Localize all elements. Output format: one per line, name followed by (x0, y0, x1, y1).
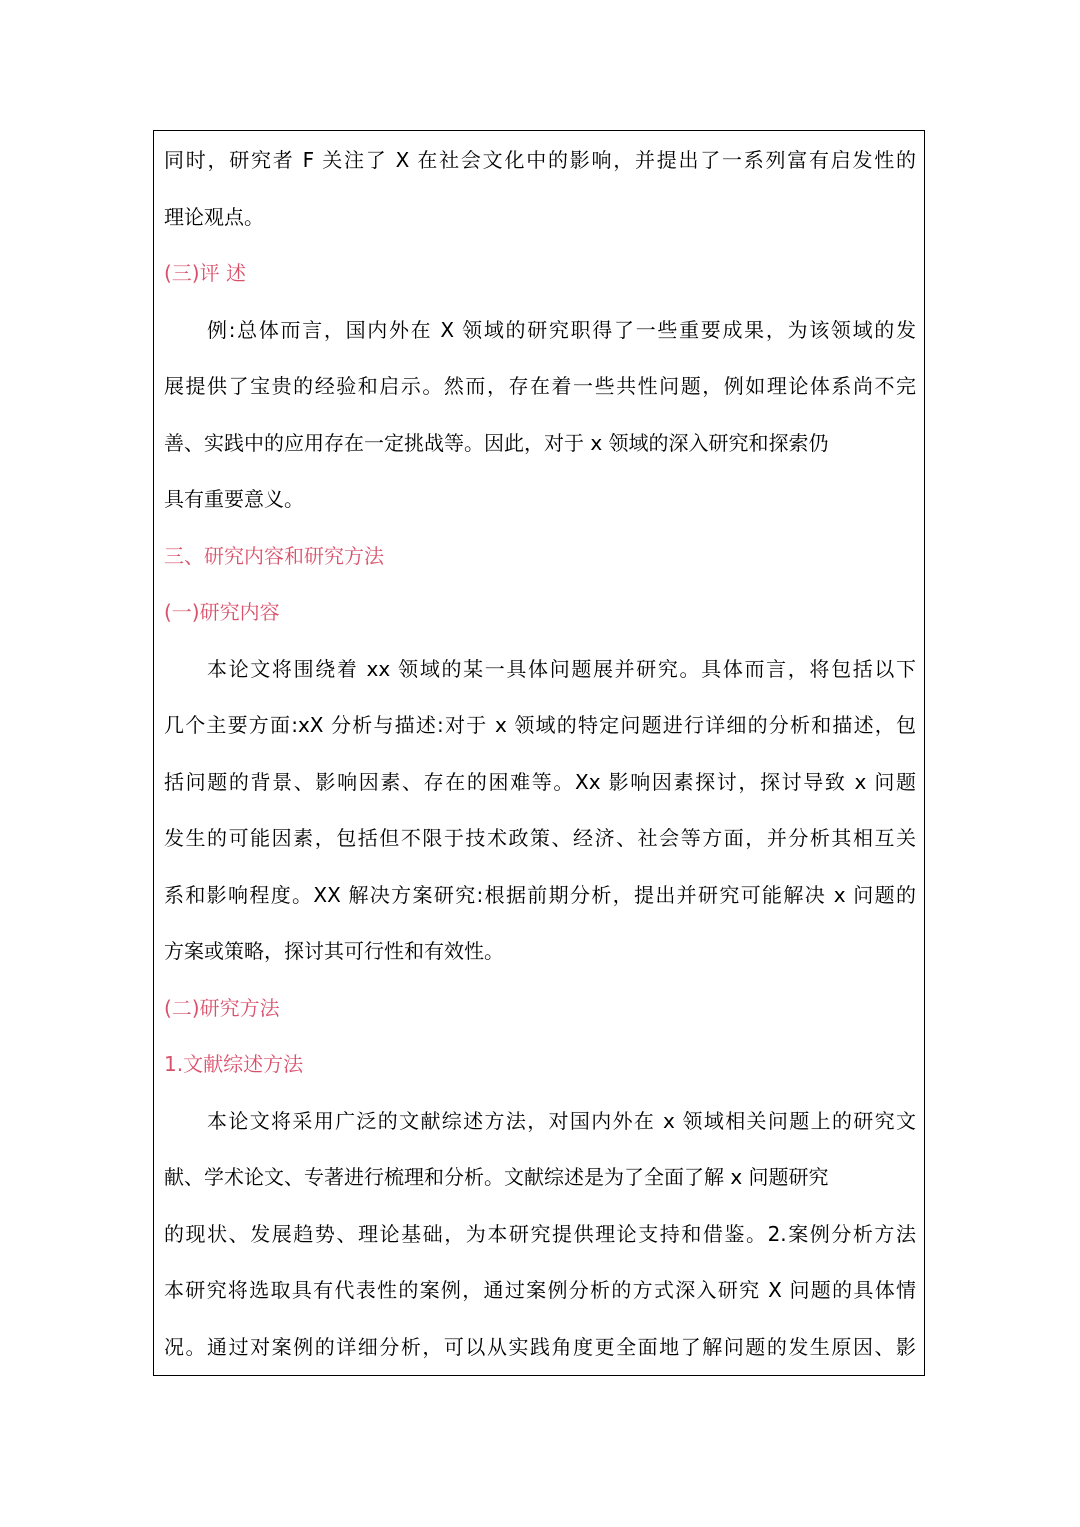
section-heading-content-methods: 三、研究内容和研究方法 (164, 544, 384, 568)
paragraph-line: 同时，研究者 F 关注了 X 在社会文化中的影响，并提出了一系列富有启发性的 (164, 148, 916, 172)
paragraph-line: 具有重要意义。 (164, 487, 304, 511)
paragraph-line: 例:总体而言，国内外在 X 领域的研究职得了一些重要成果，为该领域的发 (207, 318, 916, 342)
paragraph-line: 的现状、发展趋势、理论基础，为本研究提供理论支持和借鉴。2.案例分析方法 (164, 1222, 916, 1246)
paragraph-line: 系和影响程度。XX 解决方案研究:根据前期分析，提出并研究可能解决 x 问题的 (164, 883, 916, 907)
subsection-heading-literature-review: 1.文献综述方法 (164, 1052, 304, 1076)
section-heading-review: (三)评 述 (164, 261, 246, 285)
paragraph-line: 本论文将围绕着 xx 领域的某一具体问题展并研究。具体而言，将包括以下 (207, 657, 916, 681)
section-heading-research-content: (一)研究内容 (164, 600, 280, 624)
paragraph-line: 发生的可能因素，包括但不限于技术政策、经济、社会等方面，并分析其相互关 (164, 826, 916, 850)
paragraph-line: 理论观点。 (164, 205, 264, 229)
section-heading-research-methods: (二)研究方法 (164, 996, 280, 1020)
paragraph-line: 展提供了宝贵的经验和启示。然而，存在着一些共性问题，例如理论体系尚不完 (164, 374, 916, 398)
paragraph-line: 几个主要方面:xX 分析与描述:对于 x 领域的特定问题进行详细的分析和描述，包 (164, 713, 916, 737)
paragraph-line: 方案或策略，探讨其可行性和有效性。 (164, 939, 504, 963)
paragraph-line: 括问题的背景、影响因素、存在的困难等。Xx 影响因素探讨，探讨导致 x 问题 (164, 770, 916, 794)
document-table-cell (153, 130, 925, 1376)
paragraph-line: 本研究将选取具有代表性的案例，通过案例分析的方式深入研究 X 问题的具体情 (164, 1278, 916, 1302)
paragraph-line: 善、实践中的应用存在一定挑战等。因此，对于 x 领域的深入研究和探索仍 (164, 431, 829, 455)
paragraph-line: 况。通过对案例的详细分析，可以从实践角度更全面地了解问题的发生原因、影 (164, 1335, 916, 1359)
paragraph-line: 本论文将采用广泛的文献综述方法，对国内外在 x 领域相关问题上的研究文 (207, 1109, 916, 1133)
paragraph-line: 献、学术论文、专著进行梳理和分析。文献综述是为了全面了解 x 问题研究 (164, 1165, 829, 1189)
